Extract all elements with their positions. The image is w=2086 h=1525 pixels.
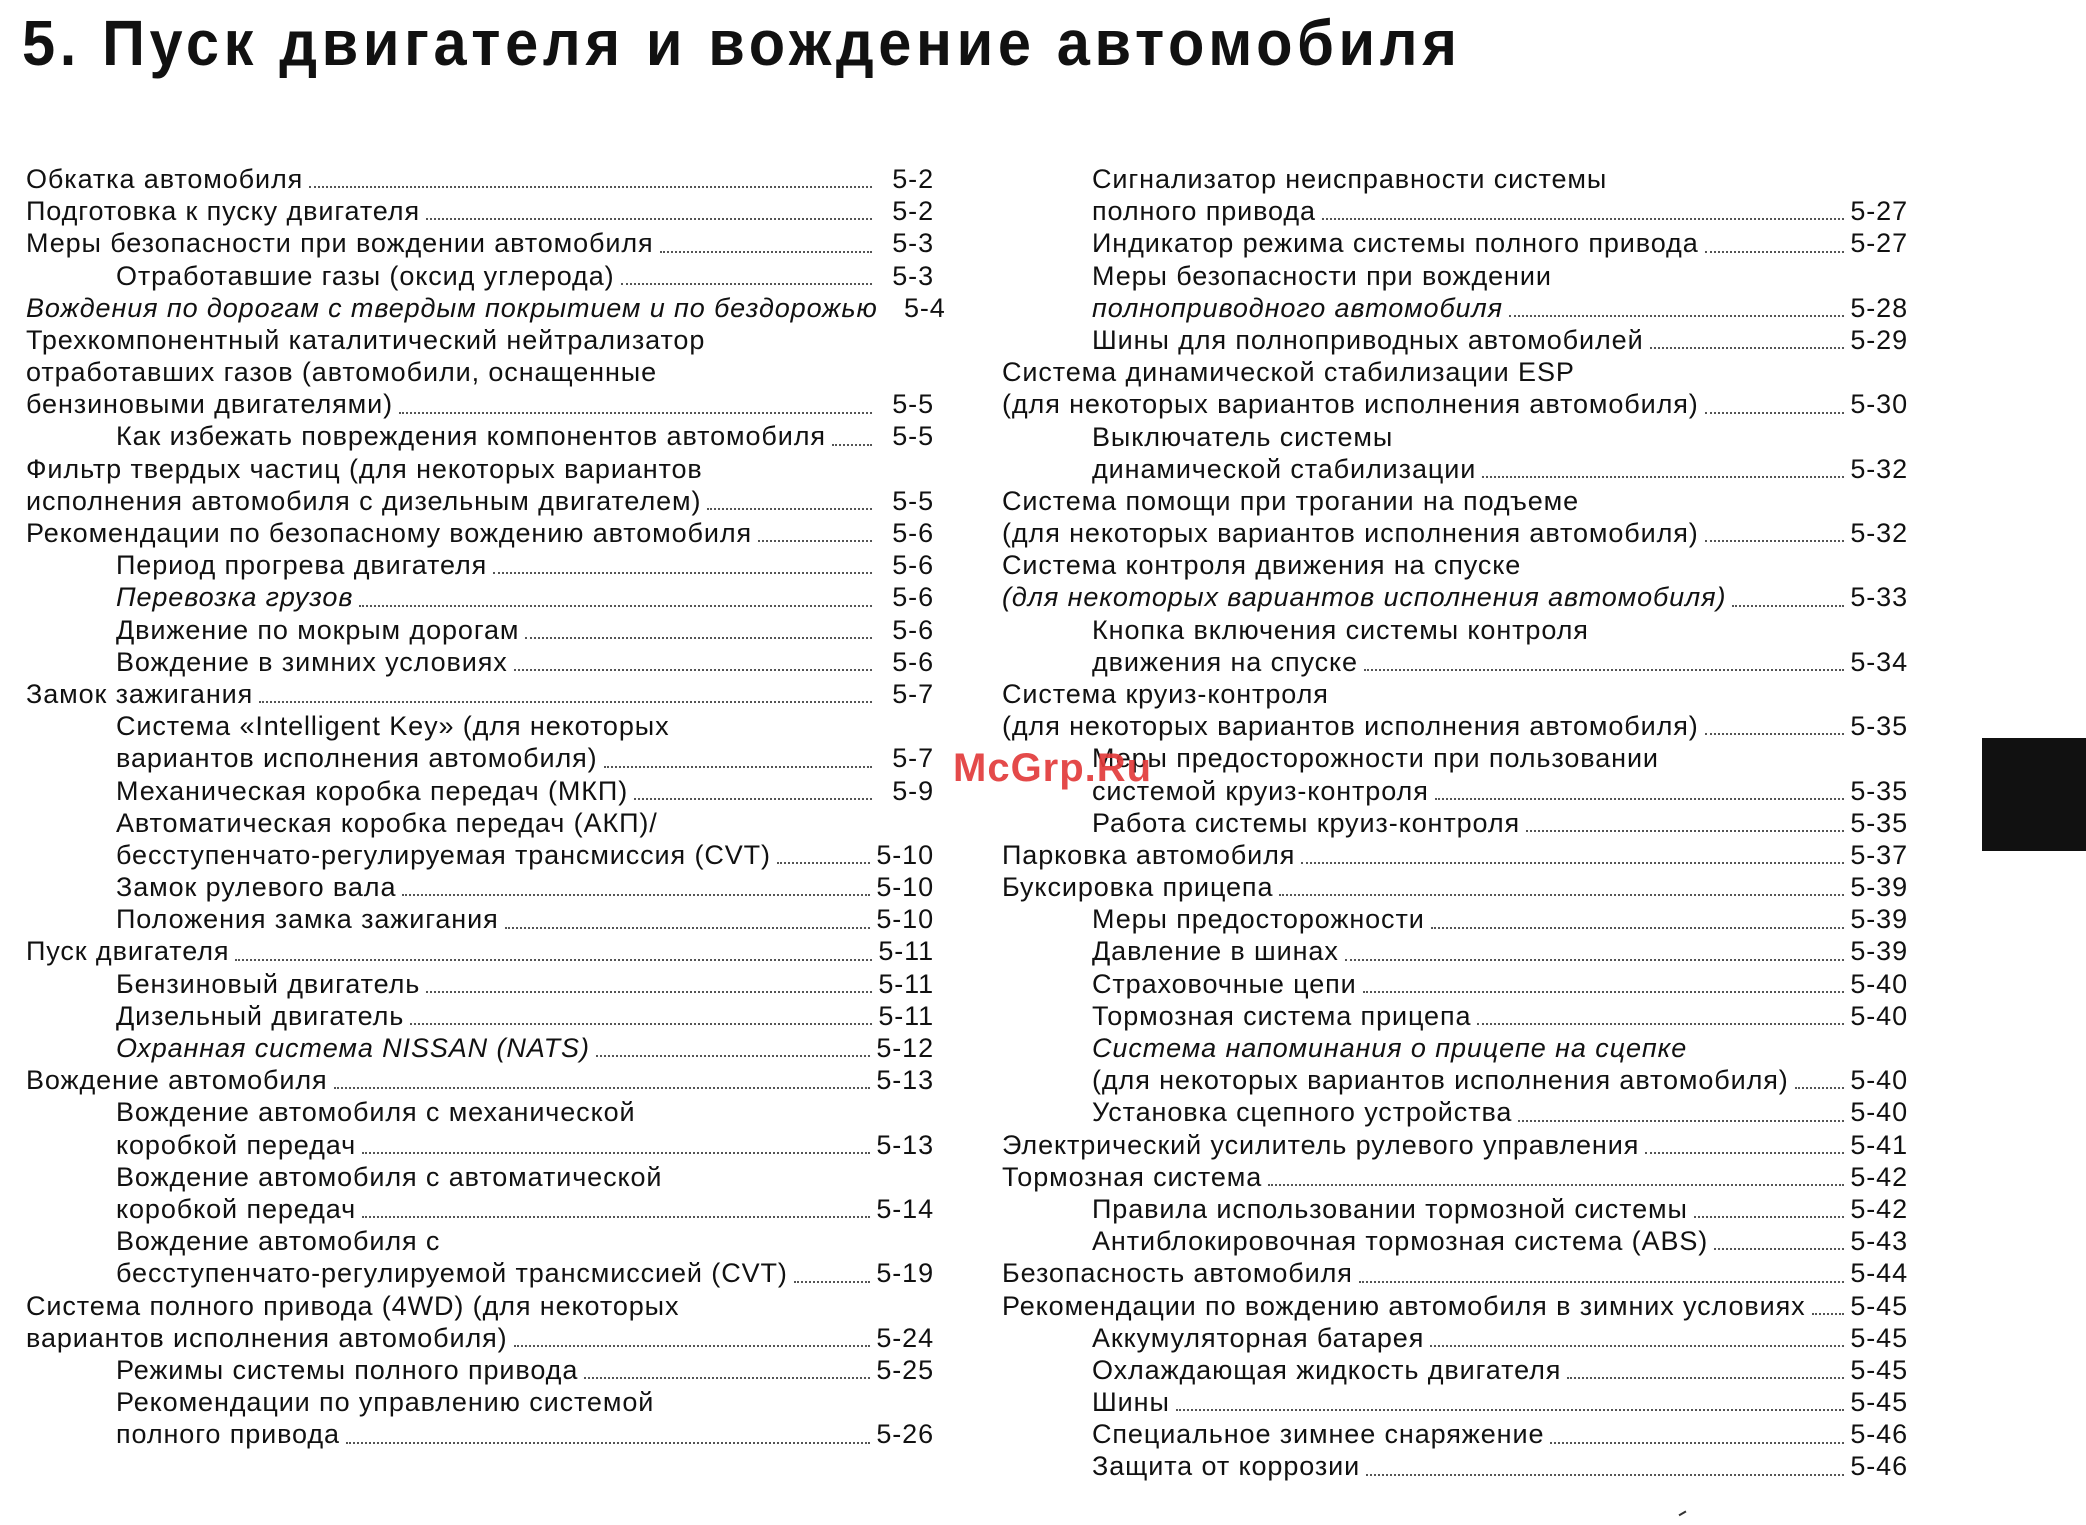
toc-entry: [26, 1225, 934, 1257]
toc-page-number: 5-13: [876, 1129, 934, 1160]
toc-page-number: 5-32: [1850, 453, 1908, 484]
toc-entry-title: (для некоторых вариантов исполнения автомобиля): [1092, 1065, 1789, 1096]
toc-entry: [1002, 195, 1908, 227]
toc-dot-leader: [1482, 453, 1844, 485]
toc-dot-leader: [362, 1193, 870, 1225]
toc-entry-title: полноприводного автомобиля: [1092, 292, 1503, 323]
toc-entry: [26, 549, 934, 581]
toc-entry-title: Работа системы круиз-контроля: [1092, 807, 1521, 838]
toc-entry-title: Установка сцепного устройства: [1092, 1097, 1513, 1128]
toc-entry-title: Движение по мокрым дорогам: [116, 614, 520, 645]
toc-entry: [26, 871, 934, 903]
toc-entry: [1002, 421, 1908, 453]
toc-page-number: 5-12: [876, 1033, 934, 1064]
toc-entry-title: Система круиз-контроля: [1002, 679, 1329, 709]
toc-page-number: 5-46: [1850, 1419, 1908, 1450]
toc-entry-title: Положения замка зажигания: [116, 904, 499, 935]
toc-entry-title: Тормозная система прицепа: [1092, 1000, 1472, 1031]
toc-entry: [26, 1290, 934, 1322]
toc-page-number: 5-6: [892, 550, 934, 581]
toc-entry: [1002, 1064, 1908, 1096]
toc-entry-title: системой круиз-контроля: [1092, 775, 1429, 806]
toc-entry: [1002, 807, 1908, 839]
toc-dot-leader: [707, 485, 872, 517]
toc-dot-leader: [493, 549, 872, 581]
toc-page-number: 5-33: [1850, 582, 1908, 613]
toc-entry-title: Режимы системы полного привода: [116, 1354, 579, 1385]
toc-page-number: 5-19: [876, 1258, 934, 1289]
toc-entry: [26, 163, 934, 195]
toc-entry-title: Сигнализатор неисправности системы: [1092, 164, 1608, 194]
toc-entry-title: Безопасность автомобиля: [1002, 1258, 1353, 1289]
toc-page-number: 5-6: [892, 646, 934, 677]
toc-dot-leader: [660, 227, 872, 259]
toc-dot-leader: [1322, 195, 1844, 227]
toc-dot-leader: [832, 421, 872, 453]
toc-entry-title: коробкой передач: [116, 1193, 357, 1224]
toc-entry-title: Система «Intelligent Key» (для некоторых: [116, 711, 670, 742]
toc-page-number: 5-26: [876, 1419, 934, 1450]
toc-entry: [1002, 163, 1908, 195]
toc-page-number: 5-5: [892, 421, 934, 452]
toc-entry-title: Вождение автомобиля: [26, 1065, 328, 1096]
toc-entry: [1002, 453, 1908, 485]
toc-page-number: 5-34: [1850, 646, 1908, 677]
corner-mark: [1679, 1511, 1690, 1522]
toc-entry: [26, 1322, 934, 1354]
toc-entry: [1002, 324, 1908, 356]
toc-dot-leader: [1518, 1096, 1844, 1128]
toc-entry: [26, 710, 934, 742]
toc-page-number: 5-4: [903, 292, 946, 323]
toc-entry: [1002, 1000, 1908, 1032]
toc-entry-title: Индикатор режима системы полного привода: [1092, 228, 1699, 259]
toc-entry: [26, 646, 934, 678]
toc-entry-title: Система напоминания о прицепе на сцепке: [1092, 1033, 1688, 1064]
toc-entry-title: Бензиновый двигатель: [116, 968, 421, 999]
toc-entry: [1002, 292, 1908, 324]
toc-page-number: 5-45: [1850, 1290, 1908, 1321]
toc-entry-title: бесступенчато-регулируемой трансмиссией (CVT): [116, 1258, 788, 1289]
toc-entry: [26, 292, 946, 324]
toc-page-number: 5-6: [892, 518, 934, 549]
toc-dot-leader: [1526, 807, 1844, 839]
toc-entry-title: Шины: [1092, 1387, 1170, 1418]
toc-dot-leader: [1705, 710, 1845, 742]
toc-entry: [26, 807, 934, 839]
toc-page-number: 5-41: [1850, 1129, 1908, 1160]
toc-dot-leader: [1176, 1386, 1845, 1418]
toc-page-number: 5-45: [1850, 1322, 1908, 1353]
toc-entry-title: (для некоторых вариантов исполнения автомобиля): [1002, 389, 1699, 420]
toc-page-number: 5-3: [892, 228, 934, 259]
toc-page-number: 5-39: [1850, 936, 1908, 967]
toc-page-number: 5-7: [892, 743, 934, 774]
toc-dot-leader: [1714, 1225, 1844, 1257]
toc-dot-leader: [514, 1322, 871, 1354]
toc-entry-title: Автоматическая коробка передач (АКП)/: [116, 807, 658, 838]
toc-entry: [1002, 1451, 1908, 1483]
toc-entry: [1002, 1257, 1908, 1289]
toc-page-number: 5-35: [1850, 711, 1908, 742]
page-title: 5. Пуск двигателя и вождение автомобиля: [22, 7, 1462, 79]
toc-dot-leader: [426, 195, 872, 227]
toc-dot-leader: [525, 614, 872, 646]
toc-dot-leader: [1364, 646, 1844, 678]
toc-entry: [1002, 581, 1908, 613]
toc-entry: [1002, 1386, 1908, 1418]
toc-entry-title: Кнопка включения системы контроля: [1092, 614, 1589, 645]
toc-entry: [26, 1193, 934, 1225]
toc-entry: [1002, 678, 1908, 710]
toc-entry-title: Дизельный двигатель: [116, 1000, 405, 1031]
toc-dot-leader: [621, 260, 872, 292]
toc-entry-title: Замок зажигания: [26, 678, 254, 709]
toc-entry-title: Вождения по дорогам с твердым покрытием и по бездорожью: [26, 292, 878, 323]
toc-entry-title: Защита от коррозии: [1092, 1451, 1361, 1482]
toc-page-number: 5-45: [1850, 1354, 1908, 1385]
toc-dot-leader: [1363, 968, 1845, 1000]
toc-entry-title: Специальное зимнее снаряжение: [1092, 1419, 1545, 1450]
toc-page-number: 5-9: [892, 775, 934, 806]
toc-entry-title: Вождение автомобиля с механической: [116, 1097, 636, 1128]
section-tab-marker: [1982, 738, 2086, 851]
toc-dot-leader: [1550, 1418, 1844, 1450]
toc-dot-leader: [1567, 1354, 1844, 1386]
toc-page-number: 5-39: [1850, 904, 1908, 935]
toc-entry: [26, 517, 934, 549]
toc-page-number: 5-46: [1850, 1451, 1908, 1482]
toc-entry-title: Перевозка грузов: [116, 582, 354, 613]
toc-entry: [26, 1257, 934, 1289]
toc-dot-leader: [514, 646, 872, 678]
toc-page-number: 5-11: [878, 1000, 934, 1031]
toc-dot-leader: [1477, 1000, 1844, 1032]
toc-page-number: 5-14: [876, 1193, 934, 1224]
toc-page-number: 5-35: [1850, 807, 1908, 838]
toc-entry-title: Система контроля движения на спуске: [1002, 550, 1522, 581]
toc-dot-leader: [1705, 517, 1845, 549]
toc-entry: [26, 614, 934, 646]
toc-page-number: 5-29: [1850, 324, 1908, 355]
toc-entry-title: отработавших газов (автомобили, оснащенные: [26, 357, 657, 388]
toc-page-number: 5-5: [892, 485, 934, 516]
toc-page-number: 5-40: [1850, 1000, 1908, 1031]
toc-page-number: 5-35: [1850, 775, 1908, 806]
toc-entry-title: полного привода: [1092, 196, 1316, 227]
toc-dot-leader: [235, 936, 872, 968]
toc-dot-leader: [1345, 936, 1845, 968]
toc-entry-title: Аккумуляторная батарея: [1092, 1322, 1425, 1353]
toc-entry-title: Выключатель системы: [1092, 421, 1394, 452]
toc-page-number: 5-44: [1850, 1258, 1908, 1289]
toc-page-number: 5-2: [892, 163, 934, 194]
toc-dot-leader: [410, 1000, 872, 1032]
toc-dot-leader: [1509, 292, 1844, 324]
toc-entry-title: коробкой передач: [116, 1129, 357, 1160]
toc-entry: [26, 1161, 934, 1193]
toc-dot-leader: [1359, 1257, 1845, 1289]
toc-entry: [1002, 1418, 1908, 1450]
toc-dot-leader: [359, 581, 872, 613]
toc-dot-leader: [1812, 1290, 1845, 1322]
toc-entry: [26, 227, 934, 259]
toc-dot-leader: [426, 968, 872, 1000]
toc-dot-leader: [402, 871, 870, 903]
toc-entry: [1002, 1129, 1908, 1161]
toc-dot-leader: [1694, 1193, 1845, 1225]
toc-entry: [26, 1096, 934, 1128]
toc-entry-title: Обкатка автомобиля: [26, 163, 304, 194]
toc-entry: [1002, 1193, 1908, 1225]
toc-entry: [1002, 871, 1908, 903]
toc-page-number: 5-27: [1850, 196, 1908, 227]
toc-dot-leader: [362, 1129, 870, 1161]
toc-entry: [26, 1000, 934, 1032]
toc-entry-title: Замок рулевого вала: [116, 872, 397, 903]
toc-page-number: 5-10: [876, 872, 934, 903]
toc-page-number: 5-25: [876, 1354, 934, 1385]
toc-entry: [1002, 646, 1908, 678]
toc-entry-title: вариантов исполнения автомобиля): [26, 1322, 508, 1353]
toc-dot-leader: [1705, 388, 1845, 420]
toc-entry-title: Давление в шинах: [1092, 936, 1339, 967]
toc-dot-leader: [1431, 903, 1845, 935]
toc-entry-title: Шины для полноприводных автомобилей: [1092, 324, 1644, 355]
toc-page-number: 5-32: [1850, 518, 1908, 549]
toc-page-number: 5-42: [1850, 1161, 1908, 1192]
toc-entry-title: Вождение автомобиля с: [116, 1226, 441, 1257]
toc-dot-leader: [634, 775, 872, 807]
toc-entry: [26, 195, 934, 227]
toc-entry-title: Как избежать повреждения компонентов автомобиля: [116, 421, 826, 452]
toc-dot-leader: [1650, 324, 1845, 356]
toc-dot-leader: [777, 839, 870, 871]
toc-dot-leader: [758, 517, 872, 549]
toc-page-number: 5-42: [1850, 1193, 1908, 1224]
toc-entry-title: Пуск двигателя: [26, 936, 230, 967]
toc-entry: [1002, 614, 1908, 646]
toc-entry-title: движения на спуске: [1092, 646, 1358, 677]
toc-page-number: 5-10: [876, 904, 934, 935]
toc-entry-title: вариантов исполнения автомобиля): [116, 743, 598, 774]
toc-entry: [1002, 388, 1908, 420]
toc-dot-leader: [1366, 1451, 1844, 1483]
toc-page-number: 5-6: [892, 582, 934, 613]
toc-entry: [1002, 1096, 1908, 1128]
toc-dot-leader: [584, 1354, 870, 1386]
toc-entry-title: полного привода: [116, 1419, 340, 1450]
toc-entry-title: Буксировка прицепа: [1002, 872, 1274, 903]
toc-entry-title: Меры безопасности при вождении: [1092, 260, 1552, 291]
toc-entry: [1002, 903, 1908, 935]
toc-page-number: 5-37: [1850, 839, 1908, 870]
toc-entry: [26, 775, 934, 807]
toc-entry-title: Электрический усилитель рулевого управления: [1002, 1129, 1640, 1160]
toc-entry: [1002, 260, 1908, 292]
toc-entry-title: (для некоторых вариантов исполнения автомобиля): [1002, 711, 1699, 742]
toc-entry: [26, 678, 934, 710]
toc-entry: [26, 1129, 934, 1161]
toc-entry-title: Система помощи при трогании на подъеме: [1002, 485, 1580, 516]
toc-entry-title: Вождение в зимних условиях: [116, 646, 508, 677]
toc-entry: [1002, 227, 1908, 259]
toc-entry-title: Фильтр твердых частиц (для некоторых вариантов: [26, 453, 703, 484]
toc-entry-title: Механическая коробка передач (МКП): [116, 775, 629, 806]
toc-dot-leader: [505, 903, 871, 935]
toc-dot-leader: [604, 742, 872, 774]
toc-entry-title: Трехкомпонентный каталитический нейтрализатор: [26, 324, 706, 355]
toc-entry: [26, 356, 934, 388]
toc-entry: [26, 1354, 934, 1386]
toc-page-number: 5-11: [878, 968, 934, 999]
toc-entry: [26, 1064, 934, 1096]
toc-page-number: 5-39: [1850, 872, 1908, 903]
toc-page-number: 5-13: [876, 1065, 934, 1096]
toc-entry-title: Меры предосторожности: [1092, 904, 1425, 935]
toc-entry: [1002, 839, 1908, 871]
toc-entry-title: Отработавшие газы (оксид углерода): [116, 260, 615, 291]
toc-entry-title: Охранная система NISSAN (NATS): [116, 1033, 590, 1064]
toc-entry-title: Период прогрева двигателя: [116, 550, 488, 581]
toc-entry-title: бесступенчато-регулируемая трансмиссия (CVT): [116, 839, 771, 870]
toc-entry-title: Тормозная система: [1002, 1161, 1263, 1192]
toc-entry-title: Система динамической стабилизации ESP: [1002, 357, 1575, 388]
toc-entry: [1002, 1225, 1908, 1257]
toc-entry: [26, 903, 934, 935]
toc-entry-title: Подготовка к пуску двигателя: [26, 196, 420, 227]
toc-dot-leader: [1645, 1129, 1844, 1161]
watermark: McGrp.Ru: [953, 746, 1153, 790]
toc-page-number: 5-6: [892, 614, 934, 645]
toc-entry-title: (для некоторых вариантов исполнения автомобиля): [1002, 518, 1699, 549]
toc-entry: [1002, 1290, 1908, 1322]
toc-page-number: 5-30: [1850, 389, 1908, 420]
toc-dot-leader: [794, 1257, 871, 1289]
toc-entry-title: (для некоторых вариантов исполнения автомобиля): [1002, 582, 1727, 613]
toc-entry: [1002, 1322, 1908, 1354]
toc-dot-leader: [1301, 839, 1844, 871]
toc-entry-title: Меры предосторожности при пользовании: [1092, 743, 1659, 774]
toc-entry-title: Страховочные цепи: [1092, 968, 1357, 999]
toc-entry: [26, 1032, 934, 1064]
toc-entry: [26, 581, 934, 613]
toc-dot-leader: [399, 388, 872, 420]
toc-page-number: 5-40: [1850, 1065, 1908, 1096]
toc-entry: [1002, 968, 1908, 1000]
toc-entry-title: Рекомендации по управлению системой: [116, 1387, 655, 1418]
toc-entry: [26, 936, 934, 968]
toc-page-number: 5-43: [1850, 1226, 1908, 1257]
toc-entry-title: Антиблокировочная тормозная система (ABS): [1092, 1226, 1709, 1257]
toc-page-number: 5-3: [892, 260, 934, 291]
toc-page-number: 5-5: [892, 389, 934, 420]
toc-entry: [26, 453, 934, 485]
toc-page-number: 5-40: [1850, 968, 1908, 999]
toc-entry-title: Рекомендации по вождению автомобиля в зимних условиях: [1002, 1290, 1806, 1321]
toc-entry: [1002, 1032, 1908, 1064]
toc-entry-title: Парковка автомобиля: [1002, 839, 1296, 870]
toc-dot-leader: [1268, 1161, 1844, 1193]
toc-page-number: 5-7: [892, 678, 934, 709]
toc-entry: [26, 839, 934, 871]
toc-page-number: 5-40: [1850, 1097, 1908, 1128]
toc-entry: [26, 1418, 934, 1450]
toc-entry: [1002, 517, 1908, 549]
toc-entry: [1002, 1161, 1908, 1193]
toc-entry-title: Правила использовании тормозной системы: [1092, 1193, 1688, 1224]
toc-entry-title: Охлаждающая жидкость двигателя: [1092, 1354, 1562, 1385]
toc-entry: [1002, 710, 1908, 742]
toc-dot-leader: [1435, 775, 1845, 807]
toc-page-number: 5-24: [876, 1322, 934, 1353]
toc-page-number: 5-27: [1850, 228, 1908, 259]
toc-entry-title: Меры безопасности при вождении автомобиля: [26, 228, 654, 259]
toc-entry-title: Вождение автомобиля с автоматической: [116, 1161, 663, 1192]
toc-entry-title: исполнения автомобиля с дизельным двигателем): [26, 485, 702, 516]
toc-page-number: 5-10: [876, 839, 934, 870]
toc-entry: [26, 388, 934, 420]
toc-dot-leader: [346, 1418, 870, 1450]
toc-entry: [1002, 549, 1908, 581]
toc-dot-leader: [309, 163, 872, 195]
toc-dot-leader: [1430, 1322, 1844, 1354]
toc-entry: [26, 324, 934, 356]
toc-page-number: 5-2: [892, 196, 934, 227]
toc-dot-leader: [259, 678, 872, 710]
toc-page-number: 5-45: [1850, 1387, 1908, 1418]
toc-entry-title: динамической стабилизации: [1092, 453, 1477, 484]
toc-dot-leader: [596, 1032, 871, 1064]
toc-dot-leader: [1795, 1064, 1845, 1096]
toc-entry: [1002, 936, 1908, 968]
toc-entry: [26, 485, 934, 517]
toc-entry: [1002, 485, 1908, 517]
toc-entry: [26, 421, 934, 453]
toc-dot-leader: [334, 1064, 871, 1096]
toc-entry-title: бензиновыми двигателями): [26, 389, 394, 420]
toc-dot-leader: [1732, 581, 1844, 613]
toc-entry-title: Рекомендации по безопасному вождению автомобиля: [26, 518, 753, 549]
toc-page-number: 5-28: [1850, 292, 1908, 323]
toc-page-number: 5-11: [878, 936, 934, 967]
toc-entry: [26, 1386, 934, 1418]
toc-entry: [1002, 356, 1908, 388]
toc-dot-leader: [1705, 227, 1845, 259]
toc-entry: [26, 260, 934, 292]
toc-column-right: [1002, 163, 1908, 1483]
toc-entry: [26, 968, 934, 1000]
toc-entry: [1002, 1354, 1908, 1386]
toc-column-left: [26, 163, 946, 1451]
toc-entry: [26, 742, 934, 774]
toc-entry-title: Система полного привода (4WD) (для некоторых: [26, 1290, 680, 1321]
toc-dot-leader: [1279, 871, 1844, 903]
